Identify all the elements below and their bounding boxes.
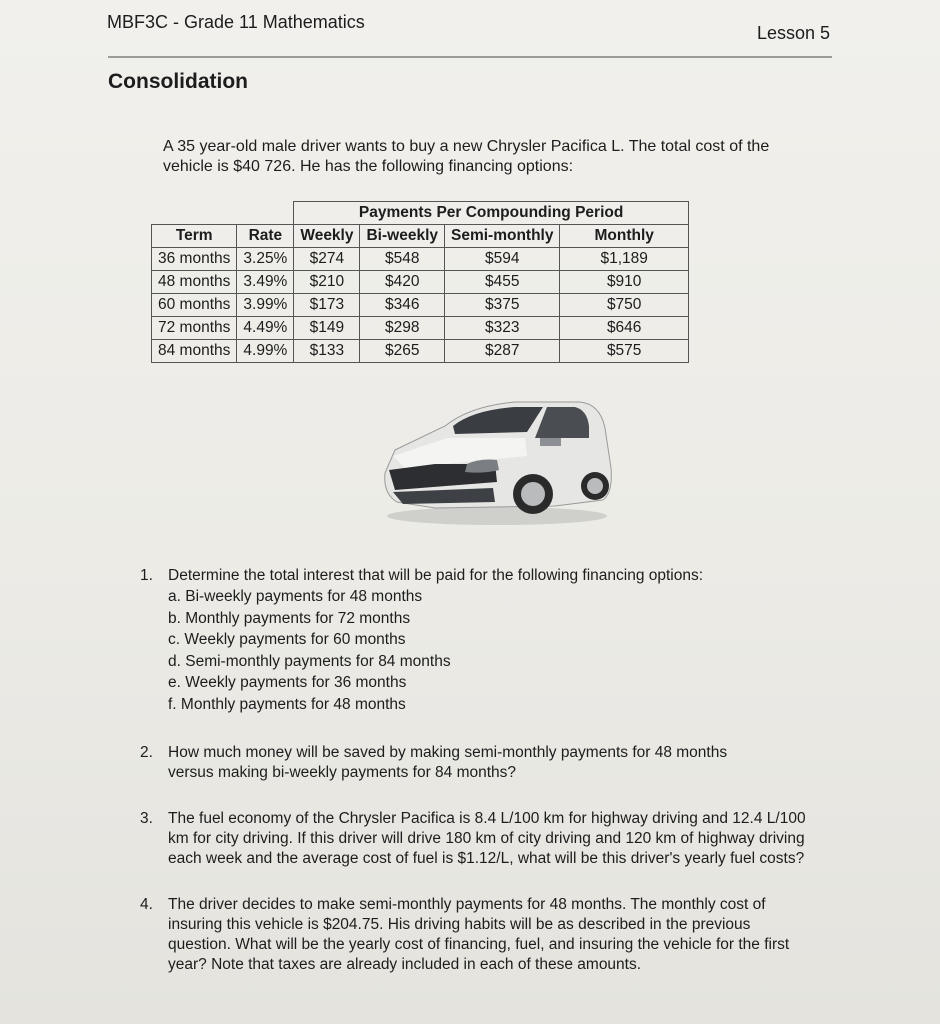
weekly-cell: $173	[294, 294, 360, 317]
minivan-image	[375, 398, 615, 528]
question-2	[140, 743, 768, 783]
question-text: How much money will be saved by making semi-monthly payments for 48 months versus making bi-weekly payments for 84 months?	[168, 744, 728, 781]
question-part: f. Monthly payments for 48 months	[168, 695, 406, 713]
rate-cell: 4.49%	[237, 317, 294, 340]
rate-cell: 3.99%	[237, 294, 294, 317]
question-text: Determine the total interest that will be paid for the following financing options:	[168, 567, 704, 584]
monthly-cell: $1,189	[560, 248, 688, 271]
question-number: 2.	[140, 744, 153, 761]
table-group-row	[152, 202, 689, 225]
monthly-cell: $750	[560, 294, 688, 317]
table-row	[152, 317, 689, 340]
semimonthly-cell: $455	[445, 271, 560, 294]
course-title: MBF3C - Grade 11 Mathematics	[107, 12, 365, 32]
question-parts	[168, 586, 820, 715]
term-cell: 72 months	[152, 317, 237, 340]
column-header: Semi-monthly	[445, 225, 560, 248]
column-header: Bi-weekly	[360, 225, 445, 248]
question-part: c. Weekly payments for 60 months	[168, 631, 406, 648]
intro-paragraph: A 35 year-old male driver wants to buy a new Chrysler Pacifica L. The total cost of the vehicle is $40 726. He has the following financing options:	[163, 138, 770, 175]
weekly-cell: $149	[294, 317, 360, 340]
rate-cell: 3.49%	[237, 271, 294, 294]
question-text: The driver decides to make semi-monthly payments for 48 months. The monthly cost of insuring this vehicle is $204.75. His driving habits will be as described in the previous question. What will be the yearly cost of financing, fuel, and insuring the vehicle for the first year? Note that taxes are already included in each of these amounts.	[168, 896, 790, 973]
group-header: Payments Per Compounding Period	[294, 202, 689, 225]
term-cell: 36 months	[152, 248, 237, 271]
header-divider	[108, 56, 832, 58]
column-header: Weekly	[294, 225, 360, 248]
biweekly-cell: $265	[360, 340, 445, 363]
question-number: 1.	[140, 567, 153, 584]
table-row	[152, 271, 689, 294]
question-text: The fuel economy of the Chrysler Pacifica is 8.4 L/100 km for highway driving and 12.4 L/100 km for city driving. If this driver will drive 180 km of city driving and 120 km of highway driving each week and the average cost of fuel is $1.12/L, what will be this driver's yearly fuel costs?	[168, 810, 806, 867]
term-cell: 48 months	[152, 271, 237, 294]
biweekly-cell: $420	[360, 271, 445, 294]
biweekly-cell: $346	[360, 294, 445, 317]
table-row	[152, 294, 689, 317]
section-title: Consolidation	[108, 70, 248, 93]
column-header: Monthly	[560, 225, 688, 248]
question-number: 3.	[140, 810, 153, 827]
semimonthly-cell: $287	[445, 340, 560, 363]
term-cell: 60 months	[152, 294, 237, 317]
question-part: e. Weekly payments for 36 months	[168, 674, 407, 691]
lesson-label: Lesson 5	[757, 23, 831, 43]
question-3	[140, 809, 820, 869]
questions-list	[140, 566, 820, 975]
financing-table	[151, 201, 689, 363]
question-part: a. Bi-weekly payments for 48 months	[168, 588, 423, 605]
table-row	[152, 248, 689, 271]
column-header: Term	[152, 225, 237, 248]
question-number: 4.	[140, 896, 153, 913]
term-cell: 84 months	[152, 340, 237, 363]
semimonthly-cell: $594	[445, 248, 560, 271]
question-1	[140, 566, 820, 715]
question-part: b. Monthly payments for 72 months	[168, 609, 411, 627]
monthly-cell: $910	[560, 271, 688, 294]
weekly-cell: $274	[294, 248, 360, 271]
weekly-cell: $210	[294, 271, 360, 294]
column-header: Rate	[237, 225, 294, 248]
table-header-row	[152, 225, 689, 248]
table-row	[152, 340, 689, 363]
question-part: d. Semi-monthly payments for 84 months	[168, 652, 451, 670]
question-4	[140, 895, 820, 975]
biweekly-cell: $548	[360, 248, 445, 271]
monthly-cell: $646	[560, 317, 688, 340]
rate-cell: 4.99%	[237, 340, 294, 363]
monthly-cell: $575	[560, 340, 688, 363]
semimonthly-cell: $375	[445, 294, 560, 317]
rate-cell: 3.25%	[237, 248, 294, 271]
biweekly-cell: $298	[360, 317, 445, 340]
weekly-cell: $133	[294, 340, 360, 363]
semimonthly-cell: $323	[445, 317, 560, 340]
